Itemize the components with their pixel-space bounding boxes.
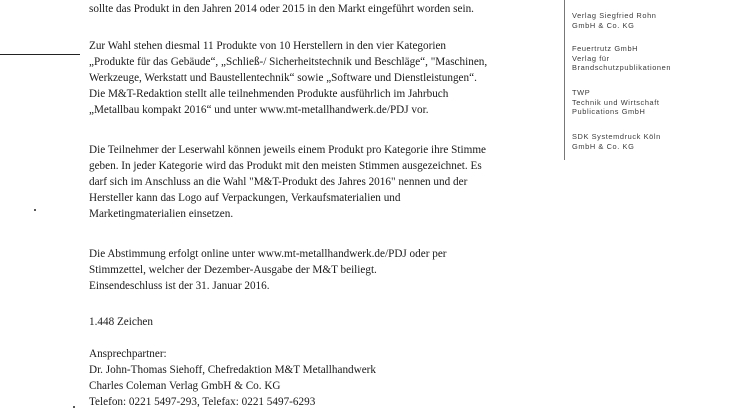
- text-line: geben. In jeder Kategorie wird das Produkt mit den meisten Stimmen ausgezeichnet. Es: [89, 160, 482, 172]
- voting-paragraph: [89, 142, 486, 222]
- categories-paragraph: [89, 38, 487, 118]
- contact-company: Charles Coleman Verlag GmbH & Co. KG: [89, 380, 281, 392]
- text-line: Die Teilnehmer der Leserwahl können jeweils einem Produkt pro Kategorie ihre Stimme: [89, 144, 486, 156]
- bullet-dot: [73, 406, 75, 408]
- publisher-line: TWP: [572, 88, 591, 97]
- horizontal-rule: [0, 54, 80, 55]
- text-line: Die M&T-Redaktion stellt alle teilnehmenden Produkte ausführlich im Jahrbuch: [89, 88, 449, 100]
- publisher-line: Verlag für: [572, 53, 610, 63]
- bullet-dot: [34, 209, 36, 211]
- contact-block: [89, 346, 376, 410]
- publisher-entry: [572, 88, 660, 117]
- publisher-line: Verlag Siegfried Rohn: [572, 11, 657, 20]
- publisher-line: Feuertrutz GmbH: [572, 44, 639, 53]
- online-voting-paragraph: [89, 246, 447, 294]
- text-line: „Metallbau kompakt 2016“ und unter www.mt-metallhandwerk.de/PDJ vor.: [89, 104, 429, 116]
- publisher-line: SDK Systemdruck Köln: [572, 132, 661, 141]
- publisher-line: GmbH & Co. KG: [572, 141, 635, 151]
- publisher-line: Brandschutzpublikationen: [572, 63, 672, 73]
- publisher-entry: [572, 132, 661, 151]
- text-line: darf sich im Anschluss an die Wahl "M&T-Produkt des Jahres 2016" nennen und der: [89, 176, 468, 188]
- publisher-line: GmbH & Co. KG: [572, 20, 635, 30]
- intro-paragraph: [89, 1, 474, 17]
- publisher-entry: [572, 11, 657, 30]
- publisher-sidebar: [564, 0, 745, 160]
- character-count: [89, 314, 153, 330]
- contact-person: Dr. John-Thomas Siehoff, Chefredaktion M&T Metallhandwerk: [89, 364, 376, 376]
- text-line: sollte das Produkt in den Jahren 2014 oder 2015 in den Markt eingeführt worden sein.: [89, 3, 474, 15]
- text-line: „Produkte für das Gebäude“, „Schließ-/ Sicherheitstechnik und Beschläge“, "Maschinen,: [89, 56, 488, 68]
- text-line: Marketingmaterialien einsetzen.: [89, 208, 234, 220]
- text-line: Die Abstimmung erfolgt online unter www.mt-metallhandwerk.de/PDJ oder per: [89, 248, 447, 260]
- text-line: Werkzeuge, Werkstatt und Baustellentechnik“ sowie „Software und Dienstleistungen“.: [89, 72, 477, 84]
- publisher-entry: [572, 44, 671, 73]
- contact-phone: Telefon: 0221 5497-293, Telefax: 0221 5497-6293: [89, 396, 316, 408]
- publisher-line: Technik und Wirtschaft: [572, 97, 660, 107]
- text-line: Zur Wahl stehen diesmal 11 Produkte von 10 Herstellern in den vier Kategorien: [89, 40, 447, 52]
- text-line: Einsendeschluss ist der 31. Januar 2016.: [89, 280, 270, 292]
- publisher-line: Publications GmbH: [572, 107, 646, 117]
- character-count-text: 1.448 Zeichen: [89, 316, 153, 328]
- text-line: Stimmzettel, welcher der Dezember-Ausgabe der M&T beiliegt.: [89, 264, 377, 276]
- contact-heading: Ansprechpartner:: [89, 348, 167, 360]
- text-line: Hersteller kann das Logo auf Verpackungen, Verkaufsmaterialien und: [89, 192, 401, 204]
